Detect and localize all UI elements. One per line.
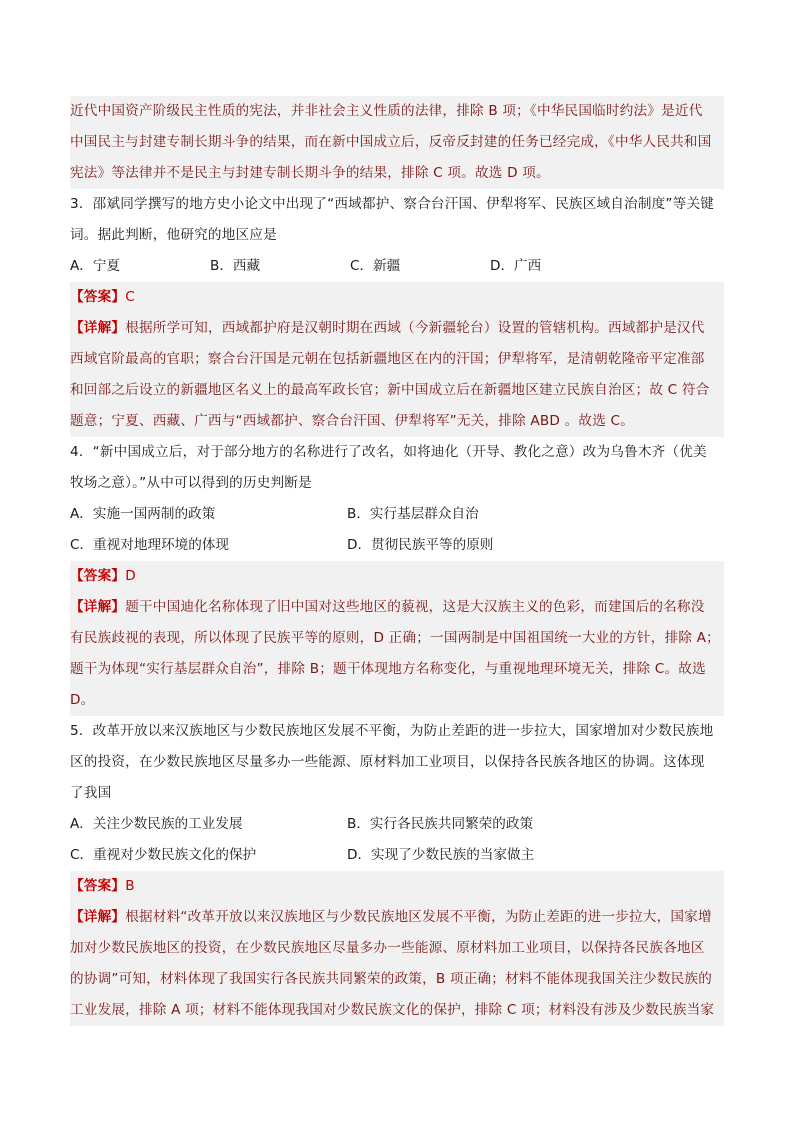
q5-option-c: C．重视对少数民族文化的保护 — [70, 847, 257, 863]
answer-label: 【答案】 — [70, 878, 126, 894]
q5-answer-block — [70, 871, 724, 1026]
q4-stem-line: 4．“新中国成立后，对于部分地方的名称进行了改名，如将迪化（开导、教化之意）改为乌鲁木齐（优美 — [70, 444, 707, 460]
q3-detail-line — [70, 313, 724, 344]
q3-option-d: D．广西 — [490, 258, 542, 274]
q3-stem-line: 3．邵斌同学撰写的地方史小论文中出现了“西域都护、察合台汗国、伊犁将军、民族区域自治制度”等关键 — [70, 196, 715, 212]
q5-stem-line: 了我国 — [70, 785, 112, 801]
q3-detail-line: 题意；宁夏、西藏、广西与“西域都护、察合台汗国、伊犁将军”无关，排除 ABD 。故选 C。 — [70, 413, 635, 429]
document-content — [70, 96, 724, 1026]
q4-answer-line — [70, 561, 724, 592]
answer-value: D — [125, 568, 136, 584]
q5-options-row-2 — [70, 840, 724, 871]
q4-detail-line: 有民族歧视的表现，所以体现了民族平等的原则，D 正确；一国两制是中国祖国统一大业的方针，排除 A； — [70, 630, 720, 646]
detail-text: 根据所学可知，西域都护府是汉朝时期在西域（今新疆轮台）设置的管辖机构。西域都护是汉代 — [125, 320, 705, 336]
q2-detail-line: 近代中国资产阶级民主性质的宪法，并非社会主义性质的法律，排除 B 项；《中华民国临时约法》是近代 — [70, 103, 703, 119]
answer-label: 【答案】 — [70, 289, 126, 305]
q4-option-a: A．实施一国两制的政策 — [70, 506, 216, 522]
q5-detail-line: 的协调”可知，材料体现了我国实行各民族共同繁荣的政策，B 项正确；材料不能体现我国关注少数民族的 — [70, 971, 713, 987]
q4-option-d: D．贯彻民族平等的原则 — [347, 537, 494, 553]
q3-stem-line: 词。据此判断，他研究的地区应是 — [70, 227, 277, 243]
q3-option-b: B．西藏 — [210, 258, 261, 274]
answer-value: C — [125, 289, 135, 305]
q3-answer-block — [70, 282, 724, 437]
q3-detail-line: 和回部之后设立的新疆地区名义上的最高军政长官；新中国成立后在新疆地区建立民族自治区；故 C 符合 — [70, 382, 710, 398]
detail-text: 根据材料“改革开放以来汉族地区与少数民族地区发展不平衡，为防止差距的进一步拉大，国家增 — [125, 909, 712, 925]
q3-option-c: C．新疆 — [350, 258, 401, 274]
q5-option-d: D．实现了少数民族的当家做主 — [347, 847, 535, 863]
detail-text: 题干中国迪化名称体现了旧中国对这些地区的藐视，这是大汉族主义的色彩，而建国后的名称没 — [125, 599, 705, 615]
q3-option-a: A．宁夏 — [70, 258, 121, 274]
q5-detail-line — [70, 902, 724, 933]
q3-options — [70, 251, 724, 282]
q5-answer-line — [70, 871, 724, 902]
q4-detail-line: D。 — [70, 692, 95, 708]
q4-detail-line — [70, 592, 724, 623]
q4-detail-line: 题干为体现“实行基层群众自治”，排除 B；题干体现地方名称变化，与重视地理环境无关，排除 C。故选 — [70, 661, 706, 677]
detail-label: 【详解】 — [70, 599, 126, 615]
q5-options-row-1 — [70, 809, 724, 840]
answer-value: B — [125, 878, 135, 894]
q5-stem-line: 区的投资，在少数民族地区尽量多办一些能源、原材料加工业项目，以保持各民族各地区的协调。这体现 — [70, 754, 705, 770]
q5-question — [70, 716, 724, 871]
q2-detail-block — [70, 96, 724, 189]
q4-answer-block — [70, 561, 724, 716]
q4-question — [70, 437, 724, 561]
q5-option-b: B．实行各民族共同繁荣的政策 — [347, 816, 534, 832]
q2-detail-line: 宪法》等法律并不是民主与封建专制长期斗争的结果，排除 C 项。故选 D 项。 — [70, 165, 550, 181]
q2-detail-line: 中国民主与封建专制长期斗争的结果，而在新中国成立后，反帝反封建的任务已经完成，《中华人民共和国 — [70, 134, 712, 150]
q3-detail-line: 西域官阶最高的官职；察合台汗国是元朝在包括新疆地区在内的汗国；伊犁将军，是清朝乾隆帝平定准部 — [70, 351, 705, 367]
q4-options-row-2 — [70, 530, 724, 561]
q4-option-c: C．重视对地理环境的体现 — [70, 537, 230, 553]
q4-stem-line: 牧场之意）。”从中可以得到的历史判断是 — [70, 475, 312, 491]
answer-label: 【答案】 — [70, 568, 126, 584]
q4-option-b: B．实行基层群众自治 — [347, 506, 479, 522]
q5-detail-line: 加对少数民族地区的投资，在少数民族地区尽量多办一些能源、原材料加工业项目，以保持各民族各地区 — [70, 940, 705, 956]
q3-answer-line — [70, 282, 724, 313]
q5-detail-line: 工业发展，排除 A 项；材料不能体现我国对少数民族文化的保护，排除 C 项；材料没有涉及少数民族当家 — [70, 1002, 715, 1018]
detail-label: 【详解】 — [70, 909, 126, 925]
q5-option-a: A．关注少数民族的工业发展 — [70, 816, 243, 832]
detail-label: 【详解】 — [70, 320, 126, 336]
q5-stem-line: 5．改革开放以来汉族地区与少数民族地区发展不平衡，为防止差距的进一步拉大，国家增加对少数民族地 — [70, 723, 714, 739]
q4-options-row-1 — [70, 499, 724, 530]
q3-question — [70, 189, 724, 282]
